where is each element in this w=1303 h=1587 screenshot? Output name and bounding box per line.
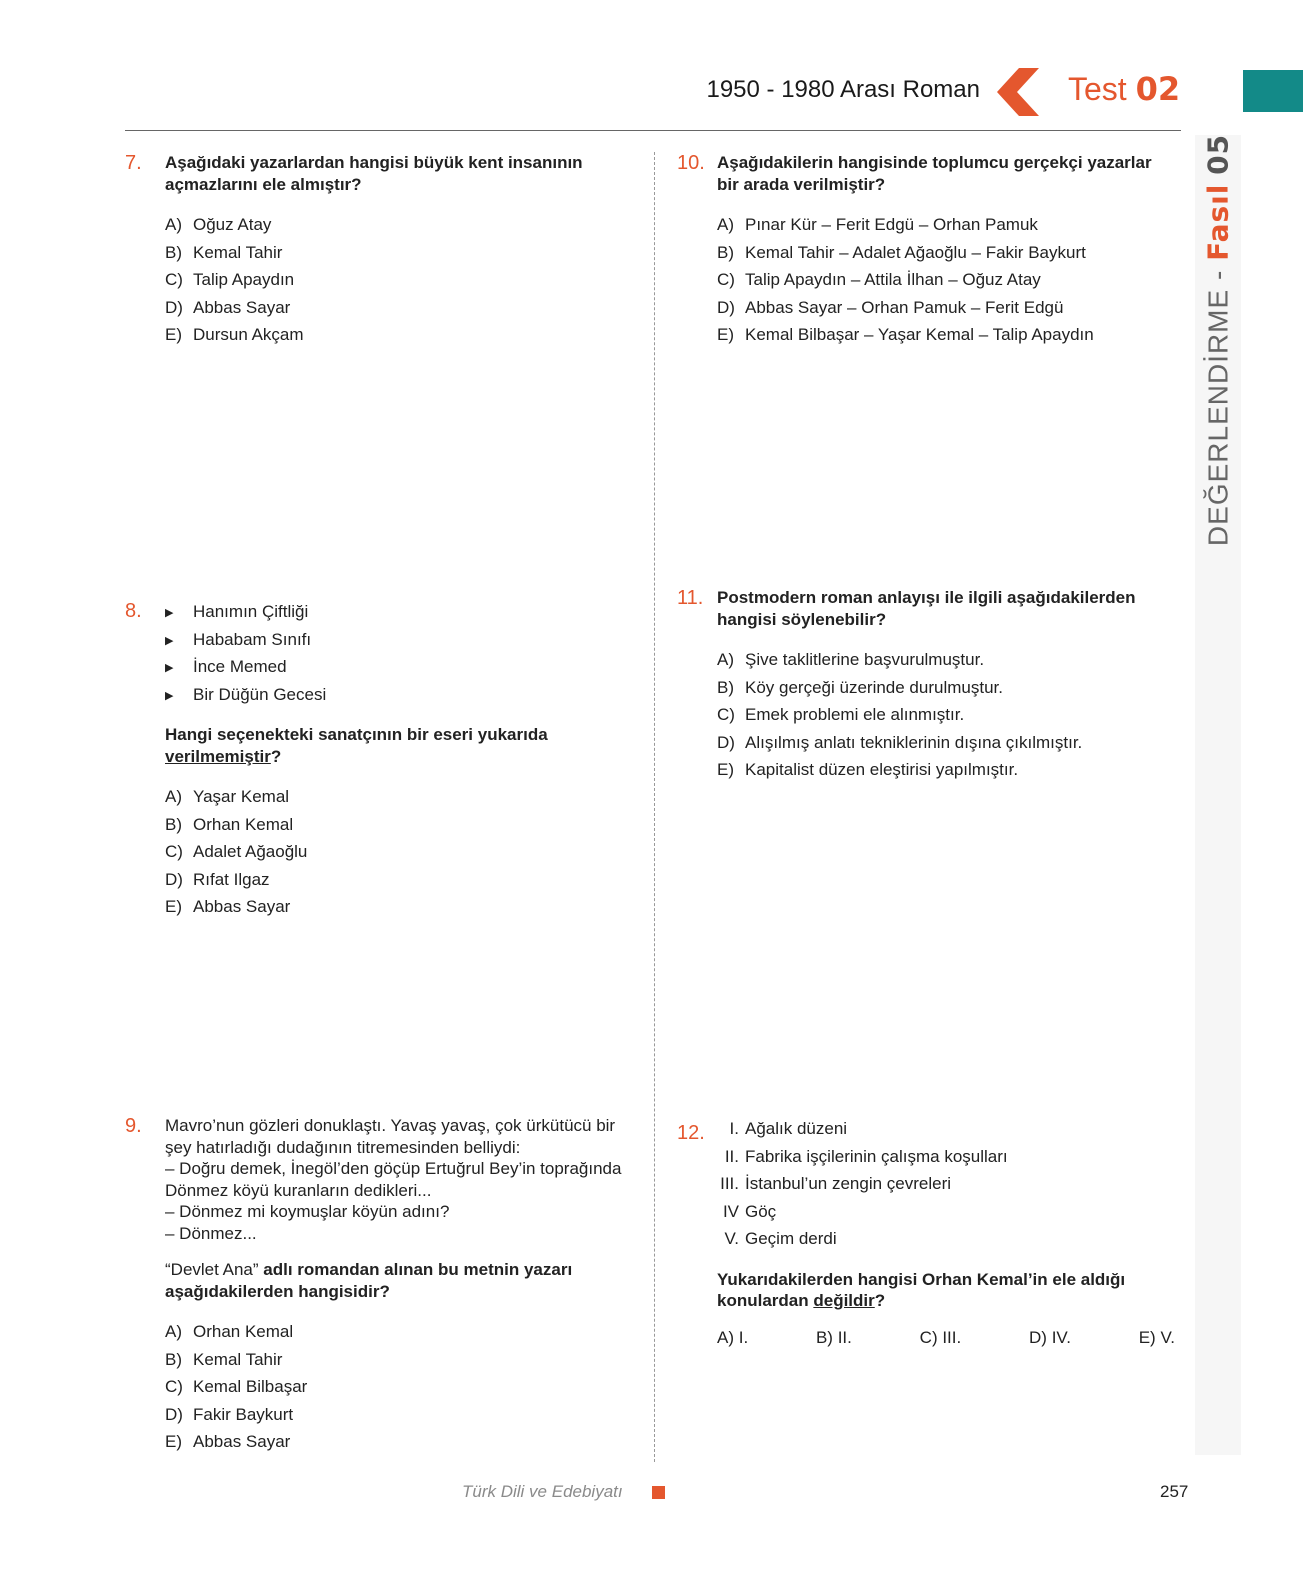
answer-option-d[interactable]: D) IV. xyxy=(1029,1327,1071,1347)
answer-option-b[interactable]: B) Kemal Tahir xyxy=(165,1349,283,1369)
answer-option-e[interactable]: E) Kapitalist düzen eleştirisi yapılmıştır. xyxy=(717,760,1019,779)
question-stem: Postmodern roman anlayışı ile ilgili aşağıdakilerden hangisi söylenebilir? xyxy=(717,588,1136,629)
question-number: 10. xyxy=(677,152,705,174)
column-divider xyxy=(654,152,655,1462)
answer-option-c[interactable]: C) Kemal Bilbaşar xyxy=(165,1377,308,1396)
question-stem: “Devlet Ana” adlı romandan alınan bu metnin yazarı aşağıdakilerden hangisidir? xyxy=(165,1260,573,1301)
reading-passage xyxy=(165,1115,625,1244)
page-number: 257 xyxy=(1160,1482,1189,1501)
list-item: V. Geçim derdi xyxy=(724,1229,837,1248)
answer-options xyxy=(165,211,625,349)
answer-option-d[interactable]: D) Abbas Sayar xyxy=(165,297,291,317)
question-stem: Yukarıdakilerden hangisi Orhan Kemal’in ele aldığı konulardan değildir? xyxy=(717,1269,1126,1310)
triangle-bullet-icon: ▶ xyxy=(165,634,174,647)
answer-option-e[interactable]: E) V. xyxy=(1138,1327,1175,1347)
list-item: III. İstanbul’un zengin çevreleri xyxy=(720,1174,952,1193)
triangle-bullet-icon: ▶ xyxy=(165,689,174,702)
list-item: IV Göç xyxy=(722,1201,777,1221)
answer-option-a[interactable]: A) Şive taklitlerine başvurulmuştur. xyxy=(717,650,985,669)
answer-option-c[interactable]: C) III. xyxy=(919,1327,962,1347)
answer-option-b[interactable]: B) Orhan Kemal xyxy=(165,814,294,834)
answer-option-b[interactable]: B) II. xyxy=(815,1327,852,1347)
answer-option-c[interactable]: C) Emek problemi ele alınmıştır. xyxy=(717,705,965,724)
answer-options xyxy=(717,211,1177,349)
answer-option-c[interactable]: C) Talip Apaydın – Attila İlhan – Oğuz Atay xyxy=(717,270,1041,289)
footer-square-icon xyxy=(652,1486,665,1499)
chapter-title: 1950 - 1980 Arası Roman xyxy=(706,76,980,103)
passage-line: – Dönmez mi koymuşlar köyün adını? xyxy=(165,1202,450,1221)
passage-line: Mavro’nun gözleri donuklaştı. Yavaş yavaş, çok ürkütücü bir şey hatırladığı dudağının titremesinden belliydi: xyxy=(165,1116,616,1157)
question-8 xyxy=(125,598,625,921)
chevron-left-icon xyxy=(997,68,1039,116)
answer-option-b[interactable]: B) Köy gerçeği üzerinde durulmuştur. xyxy=(717,677,1003,697)
test-number: 02 xyxy=(1135,70,1181,108)
test-word: Test xyxy=(1068,71,1127,107)
answer-options xyxy=(165,1318,625,1456)
footer-book-title: Türk Dili ve Edebiyatı xyxy=(462,1482,623,1501)
answer-options xyxy=(717,646,1177,784)
question-number: 8. xyxy=(125,600,142,622)
side-section-label xyxy=(1202,134,1235,546)
answer-option-e[interactable]: E) Abbas Sayar xyxy=(165,897,291,916)
question-stem: Aşağıdaki yazarlardan hangisi büyük kent insanının açmazlarını ele almıştır? xyxy=(165,153,583,194)
question-number: 11. xyxy=(677,587,704,609)
answer-option-d[interactable]: D) Rıfat Ilgaz xyxy=(165,869,270,889)
question-10 xyxy=(677,152,1177,349)
fasil-logo: Fasıl xyxy=(1201,183,1235,261)
answer-option-e[interactable]: E) Dursun Akçam xyxy=(165,325,304,344)
passage-line: – Doğru demek, İnegöl’den göçüp Ertuğrul Bey’in toprağında Dönmez köyü kuranların dedikleri... xyxy=(165,1159,622,1200)
question-stem: Aşağıdakilerin hangisinde toplumcu gerçekçi yazarlar bir arada verilmiştir? xyxy=(717,153,1152,194)
answer-option-d[interactable]: D) Abbas Sayar – Orhan Pamuk – Ferit Edgü xyxy=(717,297,1064,317)
answer-option-c[interactable]: C) Talip Apaydın xyxy=(165,270,295,289)
question-number: 12. xyxy=(677,1122,705,1144)
question-stem: Hangi seçenekteki sanatçının bir eseri yukarıda verilmemiştir? xyxy=(165,725,548,766)
answer-option-a[interactable]: A) I. xyxy=(717,1327,749,1347)
answer-option-a[interactable]: A) Pınar Kür – Ferit Edgü – Orhan Pamuk xyxy=(717,215,1038,234)
question-12 xyxy=(677,1119,1177,1348)
triangle-bullet-icon: ▶ xyxy=(165,607,174,619)
answer-option-a[interactable]: A) Oğuz Atay xyxy=(165,215,272,234)
question-number: 9. xyxy=(125,1115,142,1137)
header-divider xyxy=(125,130,1181,131)
section-name: DEĞERLENDİRME - xyxy=(1202,260,1234,547)
list-item: II. Fabrika işçilerinin çalışma koşulları xyxy=(724,1146,1008,1166)
answer-option-e[interactable]: E) Abbas Sayar xyxy=(165,1432,291,1451)
answer-option-b[interactable]: B) Kemal Tahir – Adalet Ağaoğlu – Fakir Baykurt xyxy=(717,242,1086,262)
work-list xyxy=(165,598,625,708)
answer-options xyxy=(165,783,625,921)
list-item: ▶ Bir Düğün Gecesi xyxy=(165,681,625,709)
question-7 xyxy=(125,152,625,349)
passage-line: – Dönmez... xyxy=(165,1223,257,1243)
list-item: I. Ağalık düzeni xyxy=(729,1119,848,1138)
answer-option-d[interactable]: D) Alışılmış anlatı tekniklerinin dışına çıkılmıştır. xyxy=(717,732,1083,752)
header-tab xyxy=(1243,70,1303,112)
topic-list xyxy=(717,1115,1177,1253)
question-9 xyxy=(125,1115,625,1456)
fasil-number: 05 xyxy=(1201,133,1235,175)
list-item: ▶ Hanımın Çiftliği xyxy=(165,598,625,626)
question-11 xyxy=(677,587,1177,784)
answer-option-a[interactable]: A) Orhan Kemal xyxy=(165,1322,294,1341)
list-item: ▶ İnce Memed xyxy=(165,653,625,681)
triangle-bullet-icon: ▶ xyxy=(165,662,174,674)
answer-option-c[interactable]: C) Adalet Ağaoğlu xyxy=(165,842,308,861)
answer-option-a[interactable]: A) Yaşar Kemal xyxy=(165,787,290,806)
test-label xyxy=(1068,70,1180,108)
list-item: ▶ Hababam Sınıfı xyxy=(165,626,625,654)
answer-option-e[interactable]: E) Kemal Bilbaşar – Yaşar Kemal – Talip Apaydın xyxy=(717,325,1094,344)
answer-option-b[interactable]: B) Kemal Tahir xyxy=(165,242,283,262)
answer-option-d[interactable]: D) Fakir Baykurt xyxy=(165,1404,294,1424)
answer-options xyxy=(717,1328,1175,1348)
question-number: 7. xyxy=(125,152,142,174)
